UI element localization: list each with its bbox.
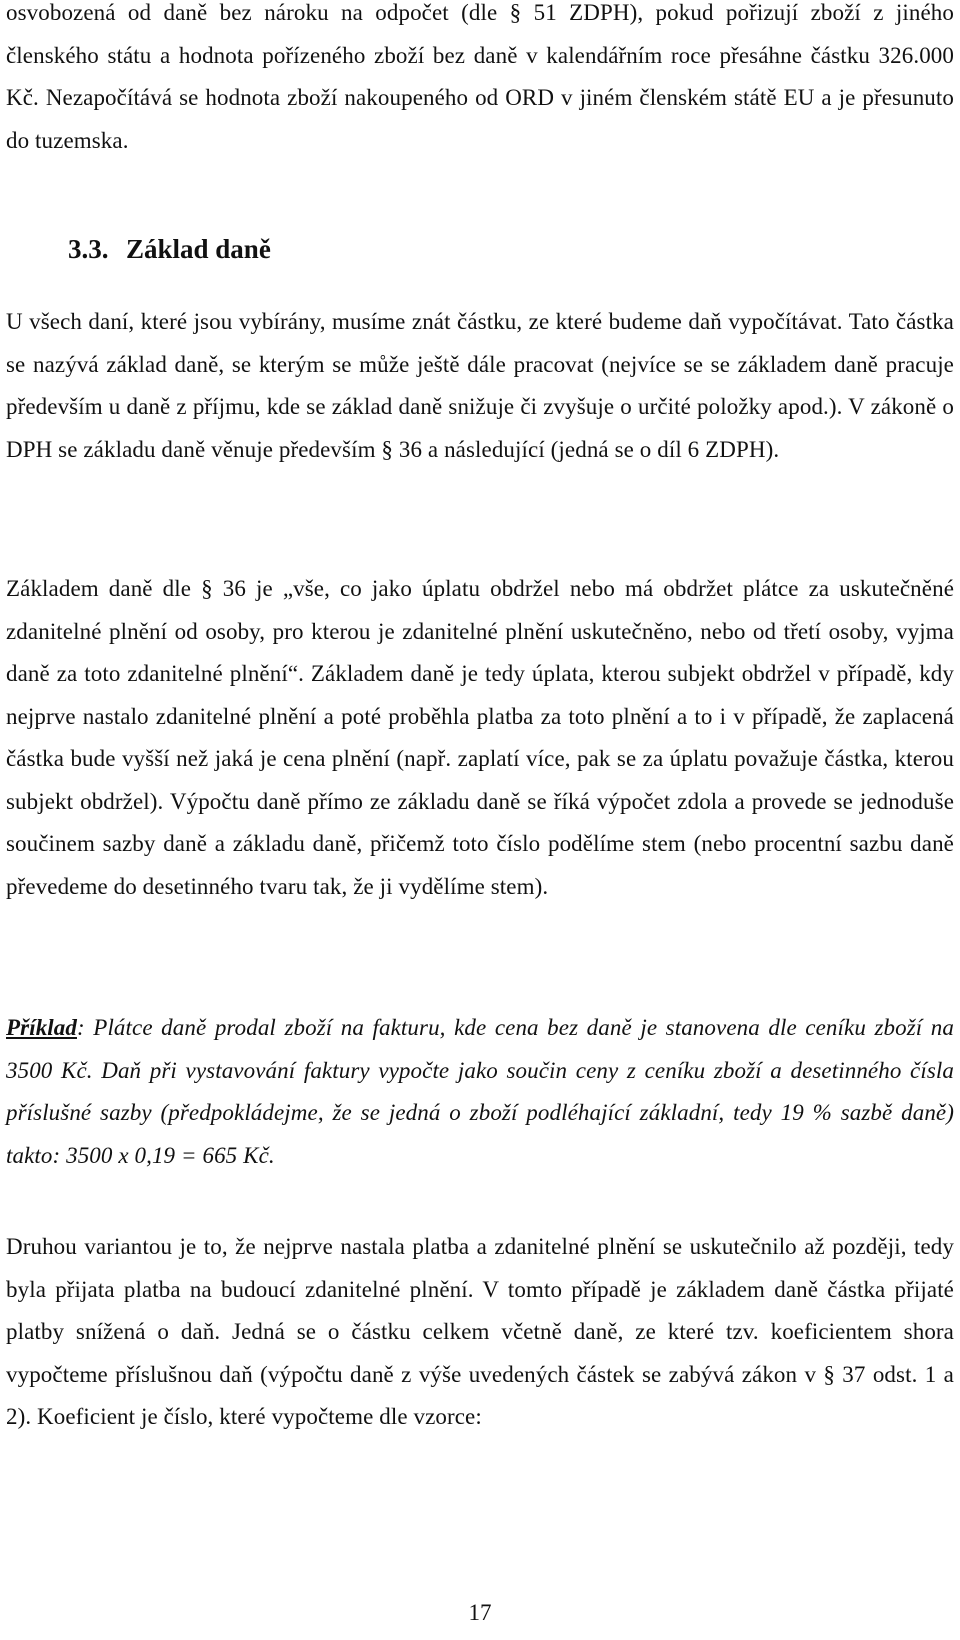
document-page (6, 0, 954, 1640)
example-text: Plátce daně prodal zboží na fakturu, kde cena bez daně je stanovena dle ceníku zboží na 3500 Kč. Daň při vystavování faktury vypočte jako součin ceny z ceníku zboží a desetinného čísla příslušné sazby (předpokládejme, že se jedná o zboží podléhající základní, tedy 19 % sazbě daně) takto: 3500 x 0,19 = 665 Kč. (6, 1015, 954, 1168)
section-number: 3.3. (68, 234, 109, 264)
example-separator: : (76, 1015, 85, 1040)
section-heading (68, 232, 271, 266)
paragraph-tax-base-intro: U všech daní, které jsou vybírány, musíme znát částku, ze které budeme daň vypočítávat. Tato částka se nazývá základ daně, se kterým se může ještě dále pracovat (nejvíce se se základem daně pracuje především u daně z příjmu, kde se základ daně snižuje či zvyšuje o určité položky apod.). V zákoně o DPH se základu daně věnuje především § 36 a následující (jedná se o díl 6 ZDPH). (6, 309, 954, 462)
section-title: Základ daně (126, 234, 271, 264)
page-number: 17 (468, 1600, 492, 1625)
paragraph-second-variant: Druhou variantou je to, že nejprve nastala platba a zdanitelné plnění se uskutečnilo až později, tedy byla přijata platba na budoucí zdanitelné plnění. V tomto případě je základem daně částka přijaté platby snížená o daň. Jedná se o částku celkem včetně daně, ze které tzv. koeficientem shora vypočteme příslušnou daň (výpočtu daně z výše uvedených částek se zabývá zákon v § 37 odst. 1 a 2). Koeficient je číslo, které vypočteme dle vzorce: (6, 1234, 954, 1429)
paragraph-exemption-continuation: osvobozená od daně bez nároku na odpočet (dle § 51 ZDPH), pokud pořizují zboží z jiného členského státu a hodnota pořízeného zboží bez daně v kalendářním roce přesáhne částku 326.000 Kč. Nezapočítává se hodnota zboží nakoupeného od ORD v jiném členském státě EU a je přesunuto do tuzemska. (6, 0, 954, 153)
example-paragraph (6, 1007, 954, 1177)
paragraph-tax-base-definition: Základem daně dle § 36 je „vše, co jako úplatu obdržel nebo má obdržet plátce za uskutečněné zdanitelné plnění od osoby, pro kterou je zdanitelné plnění uskutečněno, nebo od třetí osoby, vyjma daně za toto zdanitelné plnění“. Základem daně je tedy úplata, kterou subjekt obdržel v případě, kdy nejprve nastalo zdanitelné plnění a poté proběhla platba za toto plnění a to i v případě, že zaplacená částka bude vyšší než jaká je cena plnění (např. zaplatí více, pak se za úplatu považuje částka, kterou subjekt obdržel). Výpočtu daně přímo ze základu daně se říká výpočet zdola a provede se jednoduše součinem sazby daně a základu daně, přičemž toto číslo podělíme stem (nebo procentní sazbu daně převedeme do desetinného tvaru tak, že ji vydělíme stem). (6, 576, 954, 899)
example-label: Příklad (6, 1015, 77, 1040)
